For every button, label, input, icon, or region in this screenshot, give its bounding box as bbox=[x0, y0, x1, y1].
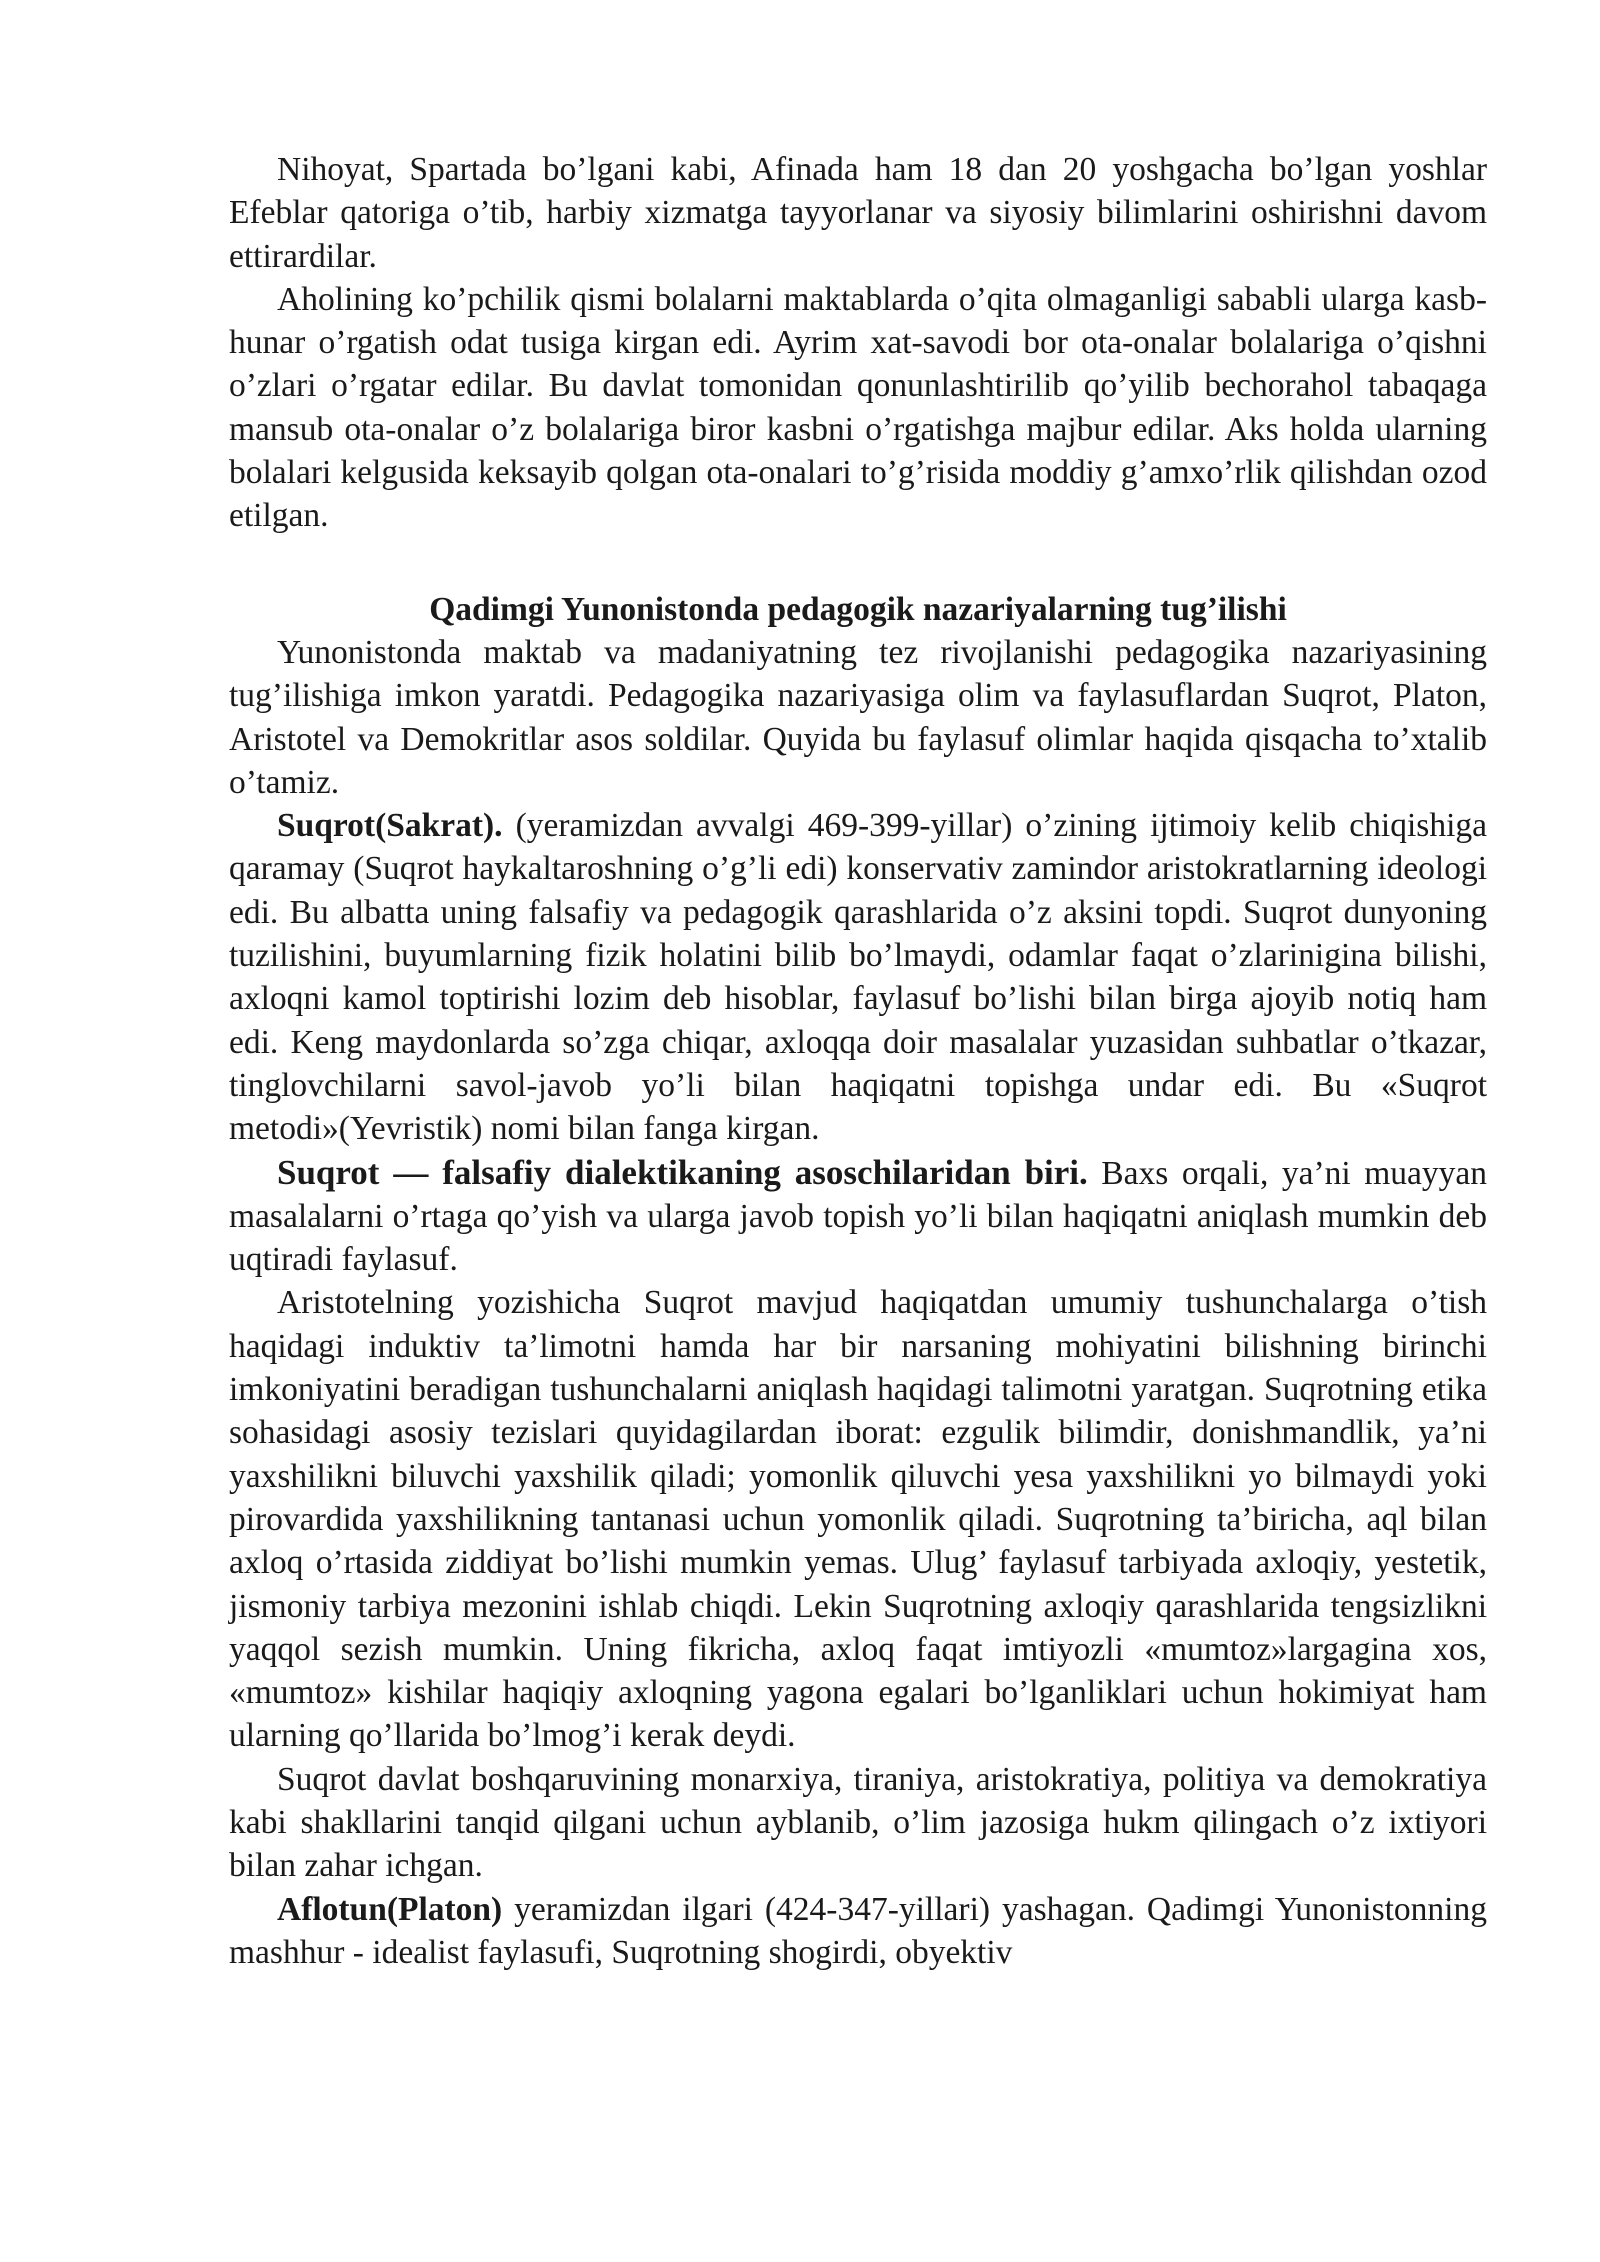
paragraph-efeblar: Nihoyat, Spartada bo’lgani kabi, Afinada ham 18 dan 20 yoshgacha bo’lgan yoshlar Efeblar qatoriga o’tib, harbiy xizmatga tayyorlanar va siyosiy bilimlarini oshirishni davom ettirardilar. bbox=[229, 151, 1487, 275]
dialektika-lead: Suqrot — falsafiy dialektikaning asoschilaridan biri. bbox=[277, 1152, 1088, 1192]
suqrot-lead: Suqrot(Sakrat). bbox=[277, 807, 503, 845]
paragraph-suqrot bbox=[229, 804, 1487, 1150]
paragraph-aristotel: Aristotelning yozishicha Suqrot mavjud haqiqatdan umumiy tushunchalarga o’tish haqidagi induktiv ta’limotni hamda har bir narsaning mohiyatini bilishning birinchi imkoniyatini beradigan tushunchalarni aniqlash haqidagi talimotni yaratgan. Suqrotning etika sohasidagi asosiy tezislari quyidagilardan iborat: ezgulik bilimdir, donishmandlik, ya’ni yaxshilikni biluvchi yaxshilik qiladi; yomonlik qiluvchi yesa yaxshilikni yo bilmaydi yoki pirovardida yaxshilikning tantanasi uchun yomonlik qiladi. Suqrotning ta’biricha, aql bilan axloq o’rtasida ziddiyat bo’lishi mumkin yemas. Ulug’ faylasuf tarbiyada axloqiy, yestetik, jismoniy tarbiya mezonini ishlab chiqdi. Lekin Suqrotning axloqiy qarashlarida tengsizlikni yaqqol sezish mumkin. Uning fikricha, axloq faqat imtiyozli «mumtoz»largagina xos, «mumtoz» kishilar haqiqiy axloqning yagona egalari bo’lganliklari uchun hokimiyat ham ularning qo’llarida bo’lmog’i kerak deydi. bbox=[229, 1284, 1487, 1755]
suqrot-text: (yeramizdan avvalgi 469-399-yillar) o’zining ijtimoiy kelib chiqishiga qaramay (Suqrot haykaltaroshning o’g’li edi) konservativ zamindor aristokratlarning ideologi edi. Bu albatta uning falsafiy va pedagogik qarashlarida o’z aksini topdi. Suqrot dunyoning tuzilishini, buyumlarning fizik holatini bilib bo’lmaydi, odamlar faqat o’zlarinigina bilishi, axloqni kamol toptirishi lozim deb hisoblar, faylasuf bo’lishi bilan birga ajoyib notiq ham edi. Keng maydonlarda so’zga chiqar, axloqqa doir masalalar yuzasidan suhbatlar o’tkazar, tinglovchilarni savol-javob yo’li bilan haqiqatni topishga undar edi. Bu «Suqrot metodi»(Yevristik) nomi bilan fanga kirgan. bbox=[229, 807, 1487, 1148]
paragraph-kasb-hunar: Aholining ko’pchilik qismi bolalarni maktablarda o’qita olmaganligi sababli ularga kasb-hunar o’rgatish odat tusiga kirgan edi. Ayrim xat-savodi bor ota-onalar bolalariga o’qishni o’zlari o’rgatar edilar. Bu davlat tomonidan qonunlashtirilib qo’yilib bechorahol tabaqaga mansub ota-onalar o’z bolalariga biror kasbni o’rgatishga majbur edilar. Aks holda ularning bolalari kelgusida keksayib qolgan ota-onalari to’g’risida moddiy g’amxo’rlik qilishdan ozod etilgan. bbox=[229, 280, 1487, 535]
paragraph-davlat: Suqrot davlat boshqaruvining monarxiya, tiraniya, aristokratiya, politiya va demokratiya kabi shakllarini tanqid qilgani uchun ayblanib, o’lim jazosiga hukm qilingach o’z ixtiyori bilan zahar ichgan. bbox=[229, 1760, 1487, 1885]
document-page bbox=[229, 148, 1487, 1974]
paragraph-platon bbox=[229, 1888, 1487, 1975]
paragraph-section-intro: Yunonistonda maktab va madaniyatning tez rivojlanishi pedagogika nazariyasining tug’ilishiga imkon yaratdi. Pedagogika nazariyasiga olim va faylasuflardan Suqrot, Platon, Aristotel va Demokritlar asos soldilar. Quyida bu faylasuf olimlar haqida qisqacha to’xtalib o’tamiz. bbox=[229, 633, 1487, 801]
platon-lead: Aflotun(Platon) bbox=[277, 1890, 503, 1928]
platon-text: yeramizdan ilgari (424-347-yillari) yashagan. Qadimgi Yunonistonning mashhur - idealist faylasufi, Suqrotning shogirdi, obyektiv bbox=[229, 1890, 1487, 1971]
section-heading: Qadimgi Yunonistonda pedagogik nazariyalarning tug’ilishi bbox=[429, 590, 1287, 628]
paragraph-dialektika bbox=[229, 1151, 1487, 1282]
dialektika-text: Baxs orqali, ya’ni muayyan masalalarni o’rtaga qo’yish va ularga javob topish yo’li bilan haqiqatni aniqlash mumkin deb uqtiradi faylasuf. bbox=[229, 1154, 1487, 1279]
